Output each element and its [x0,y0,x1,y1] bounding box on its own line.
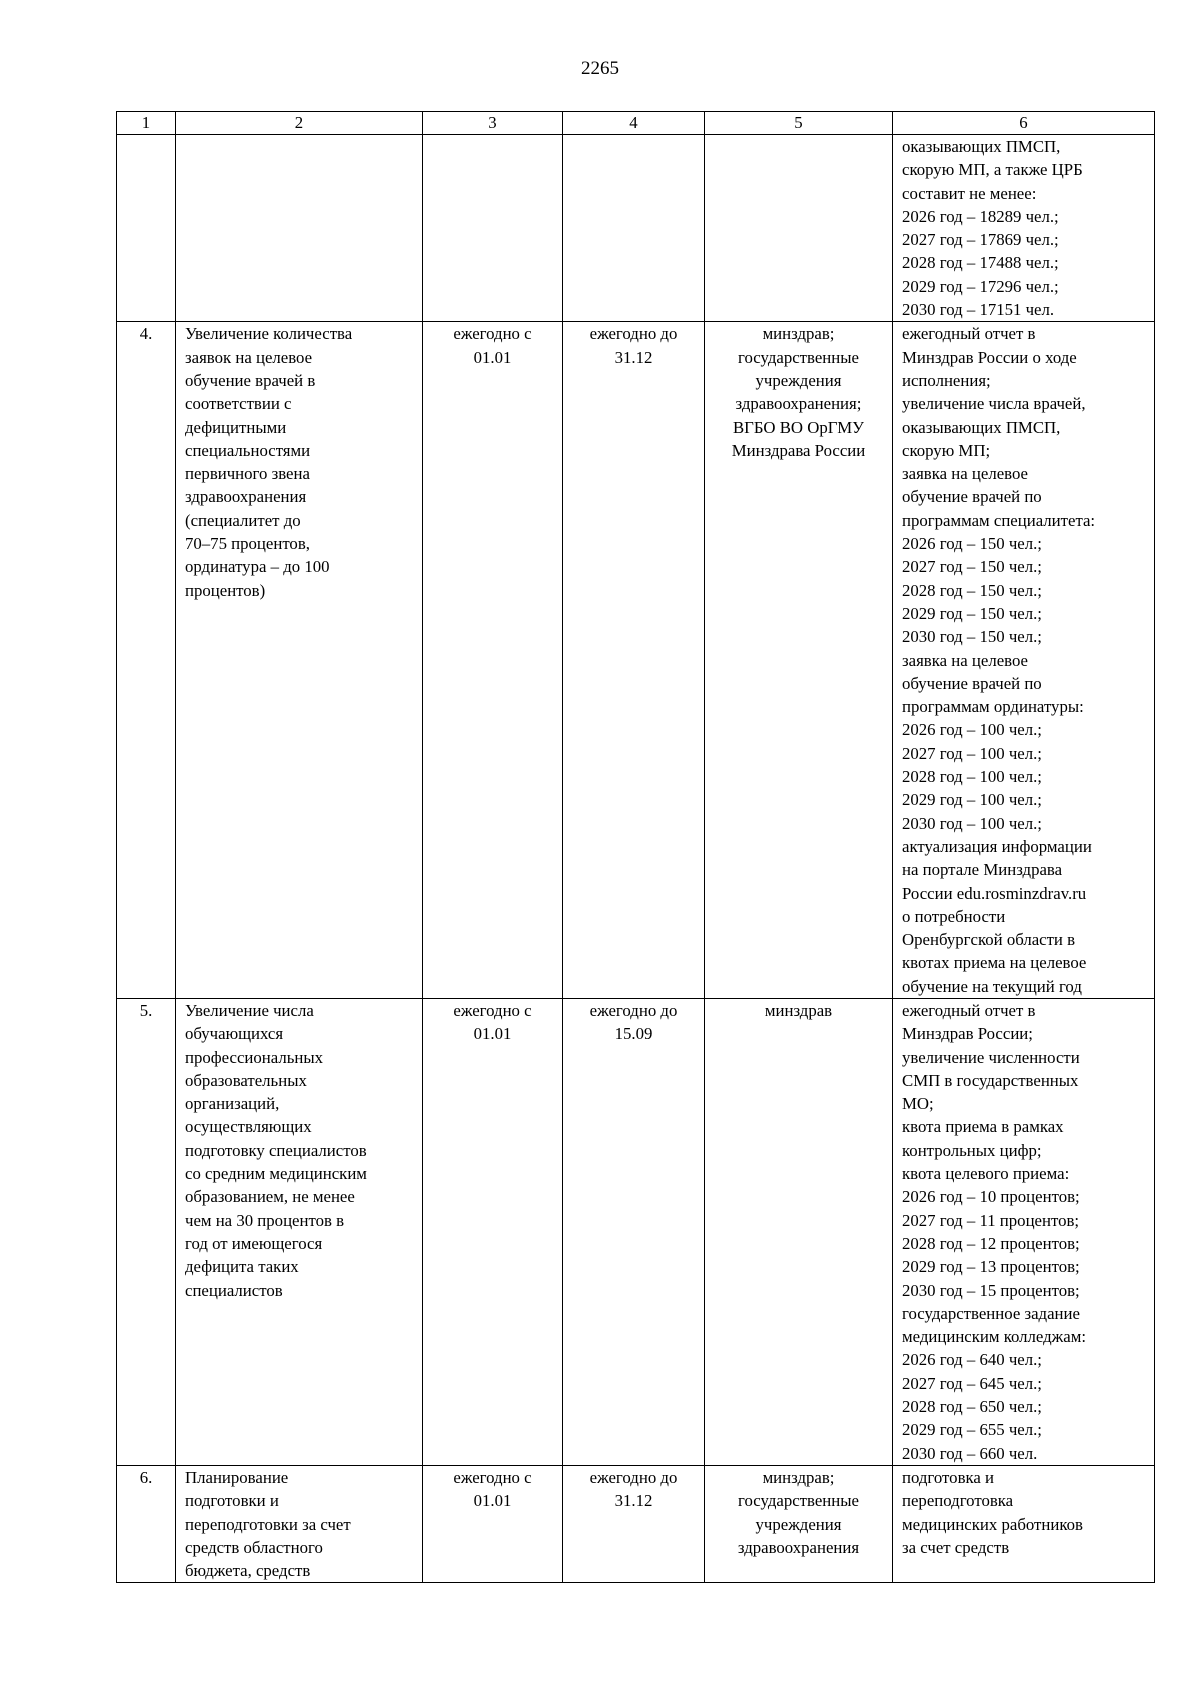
cell-line: переподготовки за счет [185,1514,351,1534]
table-row [117,322,1155,999]
end-date-cell [563,135,705,322]
cell-line: здравоохранения [737,1537,860,1557]
cell-line: Минздрав России; [902,1024,1033,1044]
cell-line: 2028 год – 650 чел.; [902,1397,1042,1417]
result-cell [893,998,1155,1465]
cell-line: скорую МП; [902,440,991,460]
cell-line: увеличение численности [902,1047,1080,1067]
end-date-cell [563,1465,705,1582]
end-date-cell [563,998,705,1465]
cell-line: 2027 год – 150 чел.; [902,557,1042,577]
cell-line: процентов) [185,580,266,600]
cell-line: первичного звена [185,464,310,484]
start-date-cell [423,322,563,999]
result-cell [893,322,1155,999]
cell-line: 2027 год – 17869 чел.; [902,230,1059,250]
plan-table-body [117,112,1155,1583]
cell-line: образованием, не менее [185,1187,355,1207]
cell-line: ежегодно с [453,1000,532,1020]
cell-line: бюджета, средств [185,1561,311,1581]
cell-line: ежегодно с [453,1467,532,1487]
cell-line: ежегодный отчет в [902,324,1036,344]
start-date-cell [423,1465,563,1582]
cell-line: государственное задание [902,1303,1080,1323]
cell-line: учреждения [755,370,842,390]
cell-line: (специалитет до [185,510,301,530]
cell-line: на портале Минздрава [902,860,1063,880]
cell-line: России edu.rosminzdrav.ru [902,883,1087,903]
cell-line: 01.01 [473,1491,512,1511]
cell-line: исполнения; [902,370,991,390]
cell-line: 2029 год – 13 процентов; [902,1257,1080,1277]
cell-line: оказывающих ПМСП, [902,137,1061,156]
cell-line: обучающихся [185,1024,284,1044]
cell-line: дефицита таких [185,1257,299,1277]
cell-line: 2030 год – 100 чел.; [902,813,1042,833]
cell-line: Увеличение числа [185,1000,314,1020]
cell-line: обучение врачей по [902,673,1042,693]
page-number: 2265 [581,58,619,79]
start-date-cell [423,998,563,1465]
cell-line: минздрав; [762,324,835,344]
table-row [117,135,1155,322]
cell-line: 01.01 [473,1024,512,1044]
cell-line: скорую МП, а также ЦРБ [902,160,1083,180]
plan-table [116,111,1155,1583]
cell-line: 2030 год – 17151 чел. [902,300,1055,320]
measure-cell [176,135,423,322]
cell-line: профессиональных [185,1047,324,1067]
cell-line: 2028 год – 17488 чел.; [902,253,1059,273]
cell-line: 2026 год – 100 чел.; [902,720,1042,740]
cell-line: специалистов [185,1280,283,1300]
cell-line: заявок на целевое [185,347,313,367]
cell-line: 15.09 [614,1024,653,1044]
cell-line: здравоохранения; [735,394,862,414]
cell-line: заявка на целевое [902,464,1028,484]
cell-line: минздрав; [762,1467,835,1487]
cell-line: Оренбургской области в [902,930,1076,950]
cell-line: со средним медицинским [185,1164,367,1184]
cell-line: минздрав [764,1000,833,1020]
cell-line: 31.12 [614,1491,653,1511]
row-number-cell: 4. [117,322,176,999]
cell-line: здравоохранения [185,487,307,507]
cell-line: за счет средств [902,1537,1010,1557]
cell-line: ежегодно до [589,1000,678,1020]
cell-line: 2026 год – 10 процентов; [902,1187,1080,1207]
cell-line: 31.12 [614,347,653,367]
cell-line: 2026 год – 640 чел.; [902,1350,1042,1370]
cell-line: квота целевого приема: [902,1164,1070,1184]
cell-line: увеличение числа врачей, [902,394,1086,414]
cell-line: 2029 год – 100 чел.; [902,790,1042,810]
cell-line: государственные [738,347,859,367]
cell-line: 2030 год – 15 процентов; [902,1280,1080,1300]
cell-line: заявка на целевое [902,650,1028,670]
cell-line: МО; [902,1094,934,1114]
measure-cell [176,322,423,999]
cell-line: оказывающих ПМСП, [902,417,1061,437]
cell-line: год от имеющегося [185,1233,323,1253]
table-row [117,998,1155,1465]
column-header: 3 [423,112,563,135]
cell-line: учреждения [755,1514,842,1534]
cell-line: Планирование [185,1467,289,1487]
cell-line: средств областного [185,1537,323,1557]
cell-line: 2030 год – 150 чел.; [902,627,1042,647]
cell-line: 70–75 процентов, [185,534,310,554]
table-row [117,1465,1155,1582]
cell-line: обучение на текущий год [902,976,1082,996]
cell-line: 2029 год – 17296 чел.; [902,276,1059,296]
column-header: 5 [705,112,893,135]
row-number-cell: 5. [117,998,176,1465]
cell-line: ординатура – до 100 [185,557,330,577]
cell-line: чем на 30 процентов в [185,1210,345,1230]
responsible-cell [705,135,893,322]
responsible-cell [705,1465,893,1582]
start-date-cell [423,135,563,322]
row-number-cell: 6. [117,1465,176,1582]
cell-line: ежегодно до [589,324,678,344]
cell-line: СМП в государственных [902,1070,1079,1090]
cell-line: программам ординатуры: [902,697,1084,717]
cell-line: образовательных [185,1070,307,1090]
cell-line: 2028 год – 100 чел.; [902,767,1042,787]
cell-line: медицинским колледжам: [902,1327,1087,1347]
cell-line: 2028 год – 150 чел.; [902,580,1042,600]
cell-line: 2027 год – 645 чел.; [902,1373,1042,1393]
cell-line: 2026 год – 150 чел.; [902,534,1042,554]
cell-line: о потребности [902,906,1006,926]
cell-line: 2027 год – 11 процентов; [902,1210,1080,1230]
cell-line: ежегодно с [453,324,532,344]
cell-line: соответствии с [185,394,292,414]
cell-line: 2028 год – 12 процентов; [902,1233,1080,1253]
measure-cell [176,1465,423,1582]
cell-line: программам специалитета: [902,510,1096,530]
cell-line: организаций, [185,1094,280,1114]
cell-line: 2030 год – 660 чел. [902,1443,1038,1463]
responsible-cell [705,322,893,999]
cell-line: подготовка и [902,1467,995,1487]
cell-line: Увеличение количества [185,324,353,344]
responsible-cell [705,998,893,1465]
cell-line: ВГБО ВО ОрГМУ [732,417,865,437]
cell-line: 2026 год – 18289 чел.; [902,206,1059,226]
row-number-cell [117,135,176,322]
cell-line: государственные [738,1491,859,1511]
cell-line: 01.01 [473,347,512,367]
column-header: 2 [176,112,423,135]
cell-line: актуализация информации [902,836,1092,856]
cell-line: квота приема в рамках [902,1117,1064,1137]
cell-line: обучение врачей по [902,487,1042,507]
end-date-cell [563,322,705,999]
cell-line: подготовку специалистов [185,1140,367,1160]
column-header: 4 [563,112,705,135]
column-header: 6 [893,112,1155,135]
cell-line: Минздрава России [731,440,866,460]
cell-line: Минздрав России о ходе [902,347,1077,367]
cell-line: подготовки и [185,1491,279,1511]
cell-line: контрольных цифр; [902,1140,1042,1160]
cell-line: дефицитными [185,417,287,437]
cell-line: ежегодно до [589,1467,678,1487]
result-cell [893,1465,1155,1582]
cell-line: 2027 год – 100 чел.; [902,743,1042,763]
result-cell [893,135,1155,322]
column-header: 1 [117,112,176,135]
cell-line: 2029 год – 150 чел.; [902,603,1042,623]
measure-cell [176,998,423,1465]
cell-line: специальностями [185,440,311,460]
cell-line: осуществляющих [185,1117,312,1137]
cell-line: обучение врачей в [185,370,316,390]
cell-line: составит не менее: [902,183,1037,203]
cell-line: переподготовка [902,1491,1014,1511]
cell-line: ежегодный отчет в [902,1000,1036,1020]
cell-line: 2029 год – 655 чел.; [902,1420,1042,1440]
cell-line: медицинских работников [902,1514,1083,1534]
cell-line: квотах приема на целевое [902,953,1087,973]
column-header-row [117,112,1155,135]
